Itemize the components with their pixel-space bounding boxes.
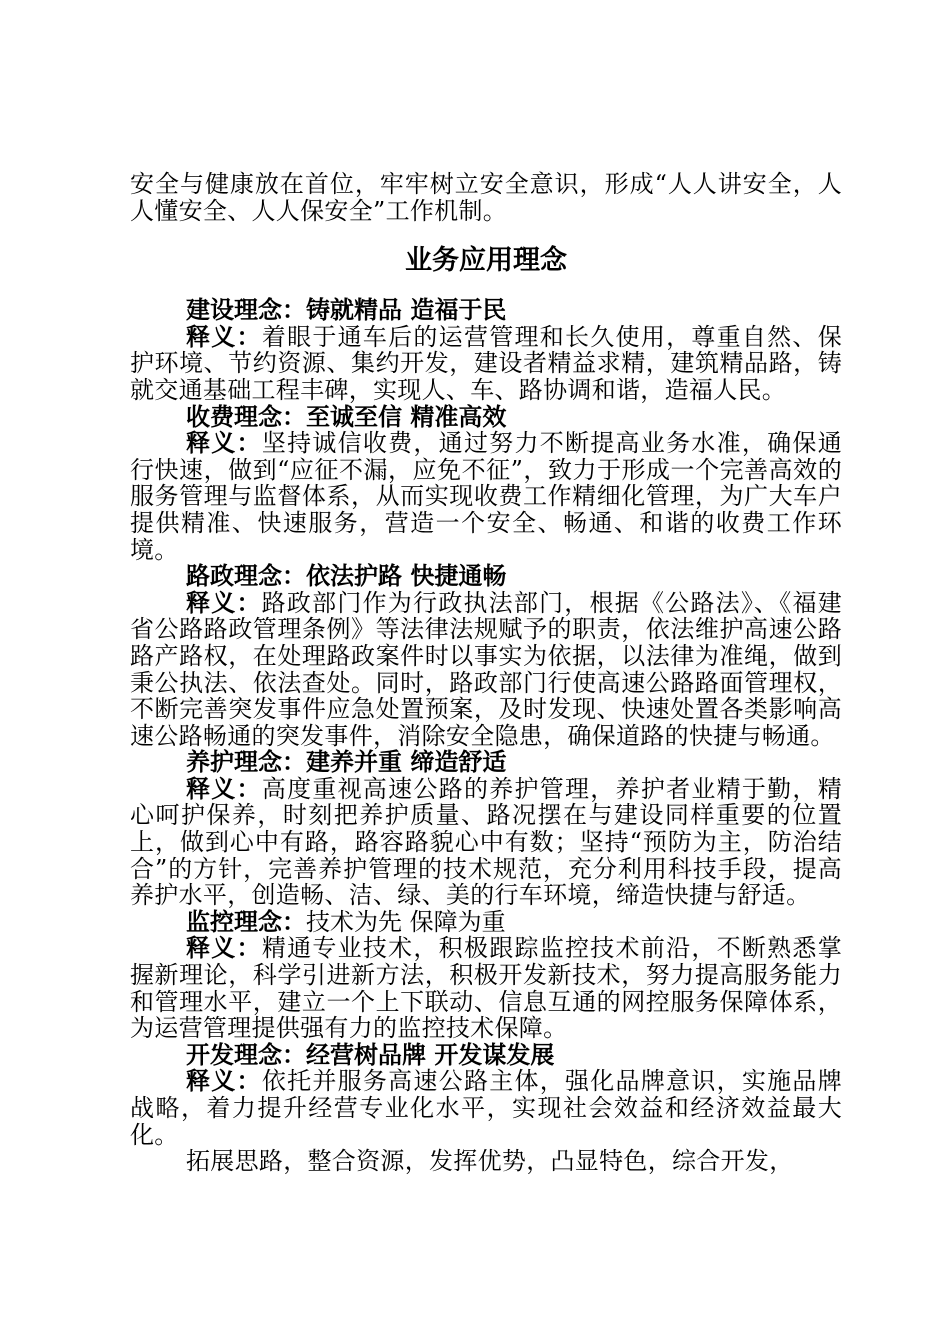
concept-motto: 经营树品牌 开发谋发展 (306, 1039, 555, 1069)
explanation-text: 坚持诚信收费，通过努力不断提高业务水准，确保通行快速，做到“应征不漏，应免不征”，致力于形成一个完善高效的服务管理与监督体系，从而实现收费工作精细化管理，为广大车户提供精准、快速服务，营造一个安全、畅通、和谐的收费工作环境。 (130, 429, 842, 564)
explanation-label: 释义： (186, 428, 262, 458)
concept-heading (130, 906, 842, 936)
concept-explanation (130, 587, 843, 750)
explanation-label: 释义： (186, 1066, 262, 1096)
explanation-text: 依托并服务高速公路主体，强化品牌意识，实施品牌战略，着力提升经营专业化水平，实现社会效益和经济效益最大化。 (130, 1067, 842, 1149)
explanation-text: 着眼于通车后的运营管理和长久使用，尊重自然、保护环境、节约资源、集约开发，建设者精益求精，建筑精品路，铸就交通基础工程丰碑，实现人、车、路协调和谐，造福人民。 (130, 322, 842, 404)
explanation-label: 释义： (186, 587, 262, 617)
document-page (130, 171, 842, 1175)
concept-motto: 依法护路 快捷通畅 (306, 561, 507, 591)
concept-heading (130, 749, 842, 776)
concept-label: 路政理念： (186, 561, 306, 591)
explanation-text: 路政部门作为行政执法部门，根据《公路法》、《福建省公路路政管理条例》等法律法规赋予的职责，依法维护高速公路路产路权，在处理路政案件时以事实为依据，以法律为准绳，做到秉公执法、依法查处。同时，路政部门行使高速公路路面管理权，不断完善突发事件应急处置预案，及时发现、快速处置各类影响高速公路畅通的突发事件，消除安全隐患，确保道路的快捷与畅通。 (130, 588, 843, 750)
concept-motto: 建养并重 缔造舒适 (306, 747, 507, 777)
explanation-text: 精通专业技术，积极跟踪监控技术前沿，不断熟悉掌握新理论，科学引进新方法，积极开发新技术，努力提高服务能力和管理水平，建立一个上下联动、信息互通的网控服务保障体系，为运营管理提供强有力的监控技术保障。 (130, 934, 842, 1043)
concept-motto: 技术为先 保障为重 (306, 907, 506, 936)
concept-explanation (130, 1068, 842, 1148)
concept-heading (130, 1039, 842, 1069)
concept-label: 监控理念： (186, 906, 306, 936)
concept-label: 收费理念： (186, 401, 306, 431)
concept-label: 建设理念： (186, 295, 306, 325)
concept-heading (130, 401, 842, 431)
intro-paragraph: 安全与健康放在首位，牢牢树立安全意识，形成“人人讲安全，人人懂安全、人人保安全”工作机制。 (130, 170, 842, 225)
concept-explanation (130, 321, 842, 404)
closing-paragraph: 拓展思路，整合资源，发挥优势，凸显特色，综合开发， (186, 1147, 794, 1176)
explanation-label: 释义： (186, 321, 262, 351)
concept-explanation (130, 935, 842, 1041)
explanation-label: 释义： (186, 933, 262, 963)
concept-heading (130, 563, 842, 590)
concept-explanation (130, 430, 842, 563)
concept-motto: 至诚至信 精准高效 (306, 401, 507, 431)
explanation-label: 释义： (186, 773, 262, 803)
section-title: 业务应用理念 (405, 245, 567, 277)
concept-label: 养护理念： (186, 747, 306, 777)
explanation-text: 高度重视高速公路的养护管理，养护者业精于勤，精心呵护保养，时刻把养护质量、路况摆在与建设同样重要的位置上，做到心中有路，路容路貌心中有数；坚持“预防为主，防治结合”的方针，完善养护管理的技术规范，充分利用科技手段，提高养护水平，创造畅、洁、绿、美的行车环境，缔造快捷与舒适。 (130, 774, 842, 910)
concept-label: 开发理念： (186, 1039, 306, 1069)
concept-explanation (130, 773, 842, 910)
concept-motto: 铸就精品 造福于民 (306, 295, 507, 325)
concept-heading (130, 297, 842, 324)
